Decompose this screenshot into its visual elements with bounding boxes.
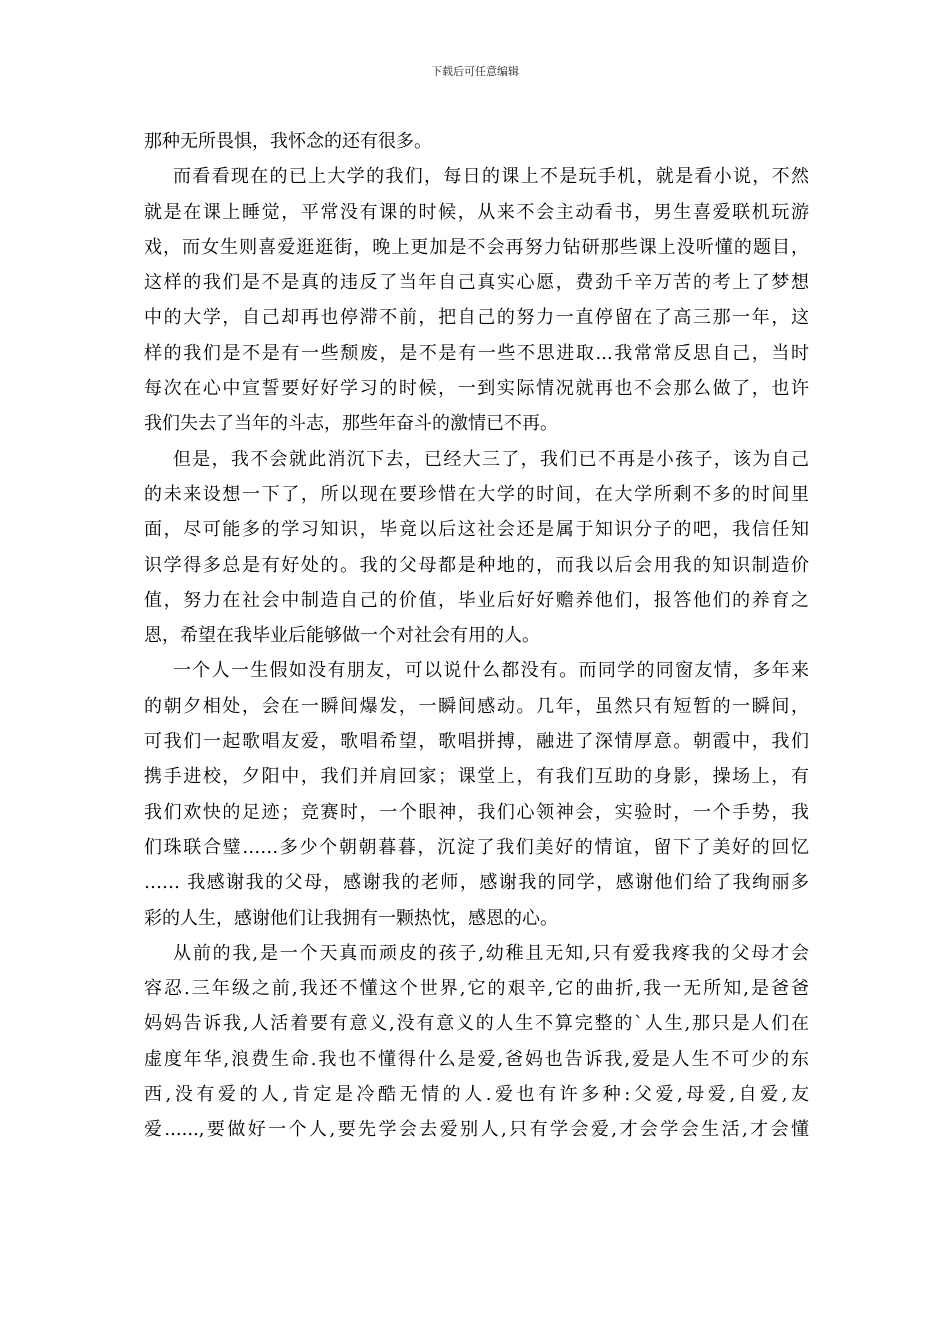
text-line: 每次在心中宣誓要好好学习的时候，一到实际情况就再也不会那么做了，也许 [144,378,809,400]
text-line: 从前的我,是一个天真而顽皮的孩子,幼稚且无知,只有爱我疼我的父母才会 [173,942,809,964]
paragraph [144,442,809,654]
text-line: 虚度年华,浪费生命.我也不懂得什么是爱,爸妈也告诉我,爱是人生不可少的东 [144,1048,809,1070]
text-line: 我们失去了当年的斗志，那些年奋斗的激情已不再。 [144,413,558,435]
text-line: 的朝夕相处，会在一瞬间爆发，一瞬间感动。几年，虽然只有短暂的一瞬间， [144,695,809,717]
text-line: 戏，而女生则喜爱逛逛街，晚上更加是不会再努力钻研那些课上没听懂的题目， [144,236,809,258]
text-line: 们珠联合璧……多少个朝朝暮暮，沉淀了我们美好的情谊，留下了美好的回忆 [144,836,809,858]
text-line: 那种无所畏惧，我怀念的还有很多。 [144,131,432,152]
page-header: 下载后可任意编辑 [431,65,519,78]
text-line: 但是，我不会就此消沉下去，已经大三了，我们已不再是小孩子，该为自己 [173,448,809,470]
text-line: …… 我感谢我的父母，感谢我的老师，感谢我的同学，感谢他们给了我绚丽多 [144,872,809,894]
text-line: 爱......,要做好一个人,要先学会去爱别人,只有学会爱,才会学会生活,才会懂 [144,1119,809,1141]
paragraph [144,124,809,159]
text-line: 妈妈告诉我,人活着要有意义,没有意义的人生不算完整的`人生,那只是人们在 [144,1013,809,1035]
text-line: 就是在课上睡觉，平常没有课的时候，从来不会主动看书，男生喜爱联机玩游 [144,201,809,223]
text-line: 面，尽可能多的学习知识，毕竟以后这社会还是属于知识分子的吧，我信任知 [144,519,809,541]
text-line: 一个人一生假如没有朋友，可以说什么都没有。而同学的同窗友情，多年来 [173,660,809,682]
text-line: 的未来设想一下了，所以现在要珍惜在大学的时间，在大学所剩不多的时间里 [144,483,809,505]
text-line: 值，努力在社会中制造自己的价值，毕业后好好赡养他们，报答他们的养育之 [144,589,809,611]
text-line: 识学得多总是有好处的。我的父母都是种地的，而我以后会用我的知识制造价 [144,554,809,576]
paragraph [144,653,809,935]
text-line: 中的大学，自己却再也停滞不前，把自己的努力一直停留在了高三那一年，这 [144,307,809,329]
text-line: 而看看现在的已上大学的我们，每日的课上不是玩手机，就是看小说，不然 [173,166,809,188]
text-line: 容忍.三年级之前,我还不懂这个世界,它的艰辛,它的曲折,我一无所知,是爸爸 [144,978,809,1000]
text-line: 样的我们是不是有一些颓废，是不是有一些不思进取...我常常反思自己，当时 [144,342,809,364]
text-line: 可我们一起歌唱友爱，歌唱希望，歌唱拼搏，融进了深情厚意。朝霞中，我们 [144,731,809,753]
text-line: 恩，希望在我毕业后能够做一个对社会有用的人。 [144,625,540,647]
text-line: 携手进校，夕阳中，我们并肩回家；课堂上，有我们互助的身影，操场上，有 [144,766,809,788]
paragraph [144,936,809,1148]
text-line: 我们欢快的足迹；竞赛时，一个眼神，我们心领神会，实验时，一个手势，我 [144,801,809,823]
paragraph [144,159,809,441]
document-body [144,124,809,1148]
text-line: 彩的人生，感谢他们让我拥有一颗热忱，感恩的心。 [144,907,558,929]
text-line: 这样的我们是不是真的违反了当年自己真实心愿，费劲千辛万苦的考上了梦想 [144,272,809,294]
text-line: 西,没有爱的人,肯定是冷酷无情的人.爱也有许多种:父爱,母爱,自爱,友 [144,1084,809,1106]
